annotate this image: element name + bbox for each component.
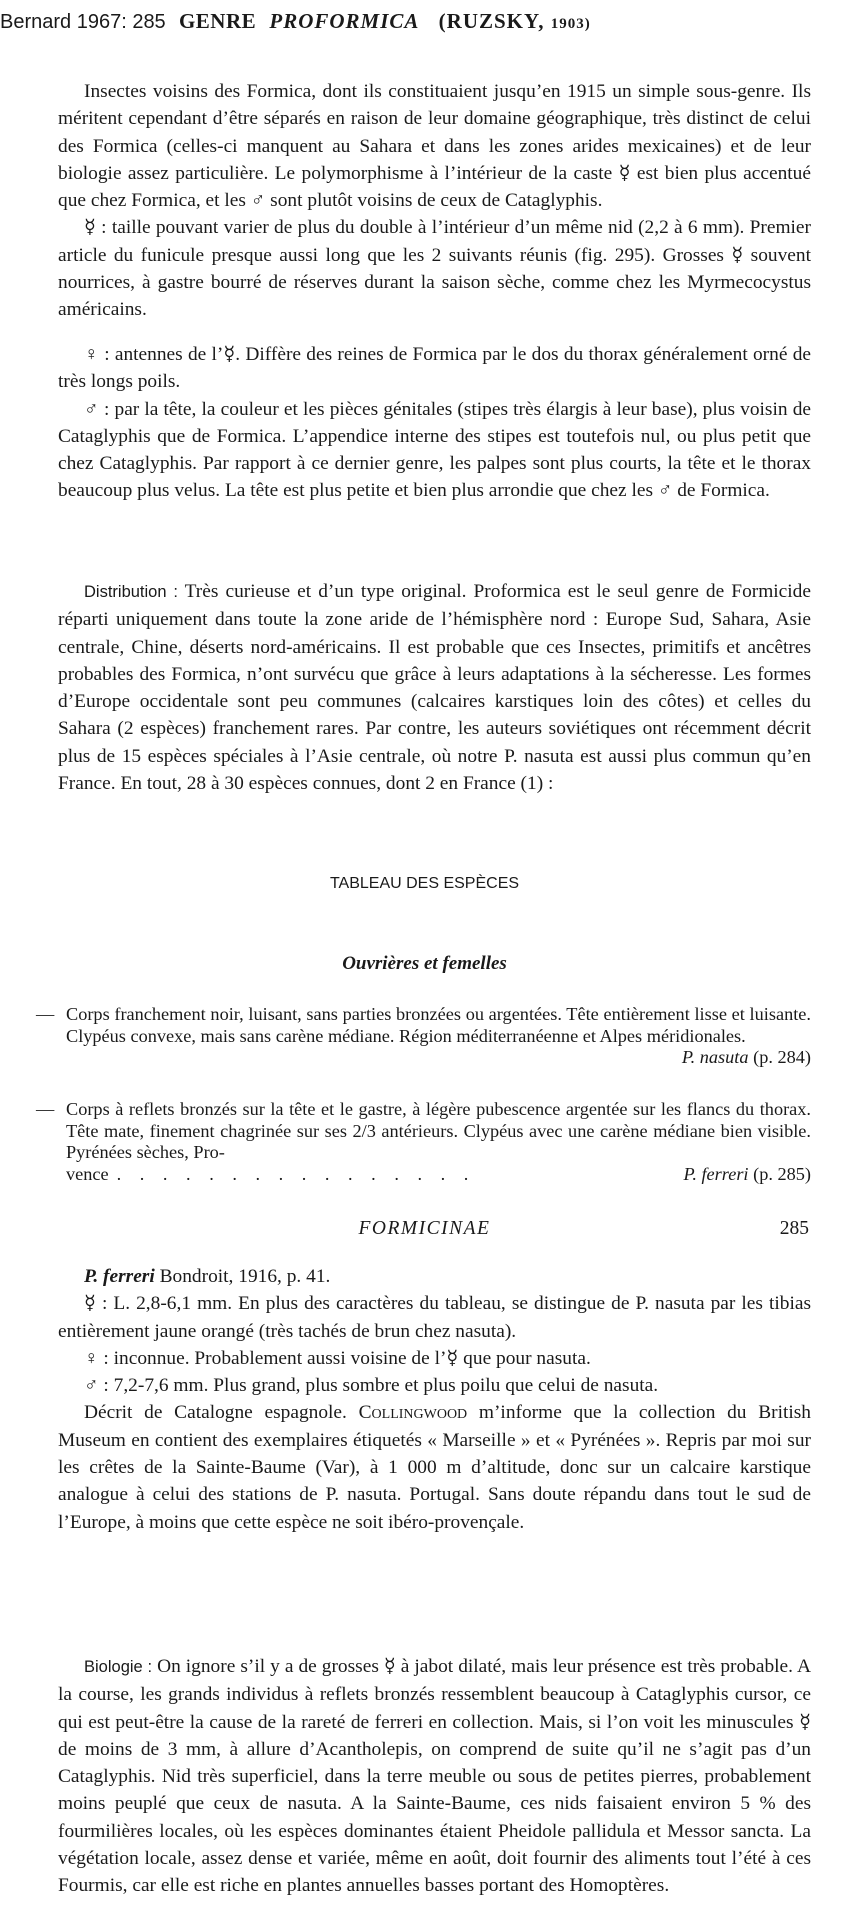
author-name: (RUZSKY, [438, 9, 545, 33]
ferreri-female: ♀ : inconnue. Probablement aussi voisine de l’☿ que pour nasuta. [84, 1347, 591, 1369]
collector-name: Collingwood [358, 1402, 468, 1424]
genus-author [439, 9, 591, 33]
distribution-label: Distribution : [84, 583, 178, 601]
ferreri-records [58, 1399, 811, 1535]
running-title: FORMICINAE [358, 1218, 491, 1239]
intro-paragraph-female: ♀ : antennes de l’☿. Diffère des reines de Formica par le dos du thorax généralement orné de très longs poils. [58, 344, 811, 393]
key-page: (p. 285) [753, 1163, 811, 1184]
biologie-text: On ignore s’il y a de grosses ☿ à jabot dilaté, mais leur présence est très probable. A la course, les grands individus à reflets bronzés ressemblent beaucoup à Cataglyphis cursor, ce qui est peut-être la cause de la rareté de ferreri en collection. Mais, si l’on voit les minuscules ☿ de moins de 3 mm, à allure d’Acantholepis, on comprend de suite qu’il ne s’agit pas d’un Cataglyphis. Nid très superficiel, dans la terre meuble ou sous de petites pierres, probablement moins peuplé que ceux de nasuta. A la Sainte-Baume, ces nids faisaient environ 5 % des fourmilières locales, où les espèces dominantes étaient Pheidole pallidula et Messor sancta. La végétation locale, assez dense et variée, même en août, doit fournir des aliments tout l’été à ces Fourmis, car elle est riche en plantes annuelles basses portant des Homoptères. [58, 1656, 811, 1897]
intro-paragraph-worker: ☿ : taille pouvant varier de plus du double à l’intérieur d’un même nid (2,2 à 6 mm). Premier article du funicule presque aussi long que les 2 suivants réunis (fig. 295). Grosses ☿ souvent nourrices, à gastre bourré de réserves durant la saison sèche, comme chez les Myrmecocystus américains. [58, 217, 811, 321]
table-title: TABLEAU DES ESPÈCES [329, 875, 520, 892]
biologie-section [58, 1653, 811, 1900]
species-heading [58, 1263, 811, 1290]
biologie-paragraph [58, 1653, 811, 1900]
ferreri-worker: ☿ : L. 2,8-6,1 mm. En plus des caractères du tableau, se distingue de P. nasuta par les tibias entièrement jaune orangé (très tachés de brun chez nasuta). [58, 1293, 811, 1342]
key-result [66, 1047, 811, 1069]
reference-label: Bernard 1967: 285 [0, 11, 166, 33]
key-species: P. nasuta [681, 1047, 749, 1067]
intro-section [58, 78, 811, 324]
page-header [0, 8, 840, 37]
biologie-label: Biologie : [84, 1658, 153, 1676]
key-entry-text [66, 1099, 811, 1185]
key-entry-ferreri [36, 1099, 811, 1185]
key-result [66, 1164, 811, 1186]
key-description: Corps à reflets bronzés sur la tête et le gastre, à légère pubescence argentée sur les flancs du thorax. Tête mate, finement chagrinée sur ses 2/3 antérieurs. Clypéus avec une carène médiane bien visible. Pyrénées sèches, Pro- [66, 1099, 811, 1162]
intro-paragraph-male: ♂ : par la tête, la couleur et les pièces génitales (stipes très élargis à leur base), plus voisin de Cataglyphis que de Formica. L’appendice interne des stipes est toutefois nul, ou plus petit que chez Cataglyphis. Par rapport à ce dernier genre, les palpes sont plus courts, la tête et le thorax beaucoup plus velus. La tête est plus petite et bien plus arrondie que chez les ♂ de Formica. [58, 398, 811, 502]
key-last-word: vence [66, 1163, 109, 1184]
genre-label: GENRE [178, 9, 257, 33]
ferreri-male: ♂ : 7,2-7,6 mm. Plus grand, plus sombre et plus poilu que celui de nasuta. [84, 1375, 659, 1397]
distribution-text: Très curieuse et d’un type original. Proformica est le seul genre de Formicide réparti uniquement dans toute la zone aride de l’hémisphère nord : Europe Sud, Sahara, Asie centrale, Chine, déserts nord-américains. Il est probable que ces Insectes, primitifs et ancêtres probables des Formica, n’ont survécu que grâce à leurs adaptations à la sécheresse. Les formes d’Europe occidentale sont peu communes (calcaires karstiques loin des côtes) et celles du Sahara (2 espèces) franchement rares. Par contre, les auteurs soviétiques ont récemment décrit plus de 15 espèces spéciales à l’Asie centrale, où notre P. nasuta est aussi plus commun qu’en France. En tout, 28 à 30 espèces connues, dont 2 en France (1) : [58, 581, 811, 795]
key-dash: — [36, 1099, 55, 1119]
page-number: 285 [779, 1218, 809, 1239]
key-leader-dots: . . . . . . . . . . . . . . . . [116, 1163, 476, 1184]
species-citation: Bondroit, 1916, p. 41. [159, 1266, 331, 1287]
species-title: P. ferreri [84, 1266, 155, 1287]
records-text-a: Décrit de Catalogne espagnole. [84, 1402, 347, 1424]
key-title: Ouvrières et femelles [342, 953, 507, 974]
key-entry-nasuta [36, 1004, 811, 1069]
intro-paragraph-general: Insectes voisins des Formica, dont ils constituaient jusqu’en 1915 un simple sous-genre. Ils méritent cependant d’être séparés en raison de leur domaine géographique, très distinct de celui des Formica (celles-ci manquent au Sahara et dans les zones arides mexicaines) et de leur biologie assez particulière. Le polymorphisme à l’intérieur de la caste ☿ est bien plus accentué que chez Formica, et les ♂ sont plutôt voisins de ceux de Cataglyphis. [58, 81, 811, 212]
caste-section [58, 341, 811, 505]
records-text-b: m’informe que la collection du British Museum en contient des exemplaires étiquetés « Marseille » et « Pyrénées ». Repris par moi sur les crêtes de la Sainte-Baume (Var), à 1 000 m d’altitude, donc sur un calcaire karstique analogue à celui des stations de P. nasuta. Portugal. Sans doute répandu dans tout le sud de l’Europe, à moins que cette espèce ne soit ibéro-provençale. [58, 1402, 811, 1533]
species-ferreri-section [58, 1263, 811, 1536]
key-species: P. ferreri [683, 1163, 749, 1184]
genus-name: PROFORMICA [269, 9, 420, 33]
key-page: (p. 284) [753, 1047, 811, 1067]
key-dash: — [36, 1004, 55, 1024]
distribution-paragraph [58, 578, 811, 797]
author-year: 1903) [550, 16, 591, 32]
key-entry-text [66, 1004, 811, 1069]
distribution-section [58, 578, 811, 797]
key-description: Corps franchement noir, luisant, sans parties bronzées ou argentées. Tête entièrement lisse et luisante. Clypéus convexe, mais sans carène médiane. Région méditerranéenne et Alpes méridionales. [66, 1004, 811, 1046]
